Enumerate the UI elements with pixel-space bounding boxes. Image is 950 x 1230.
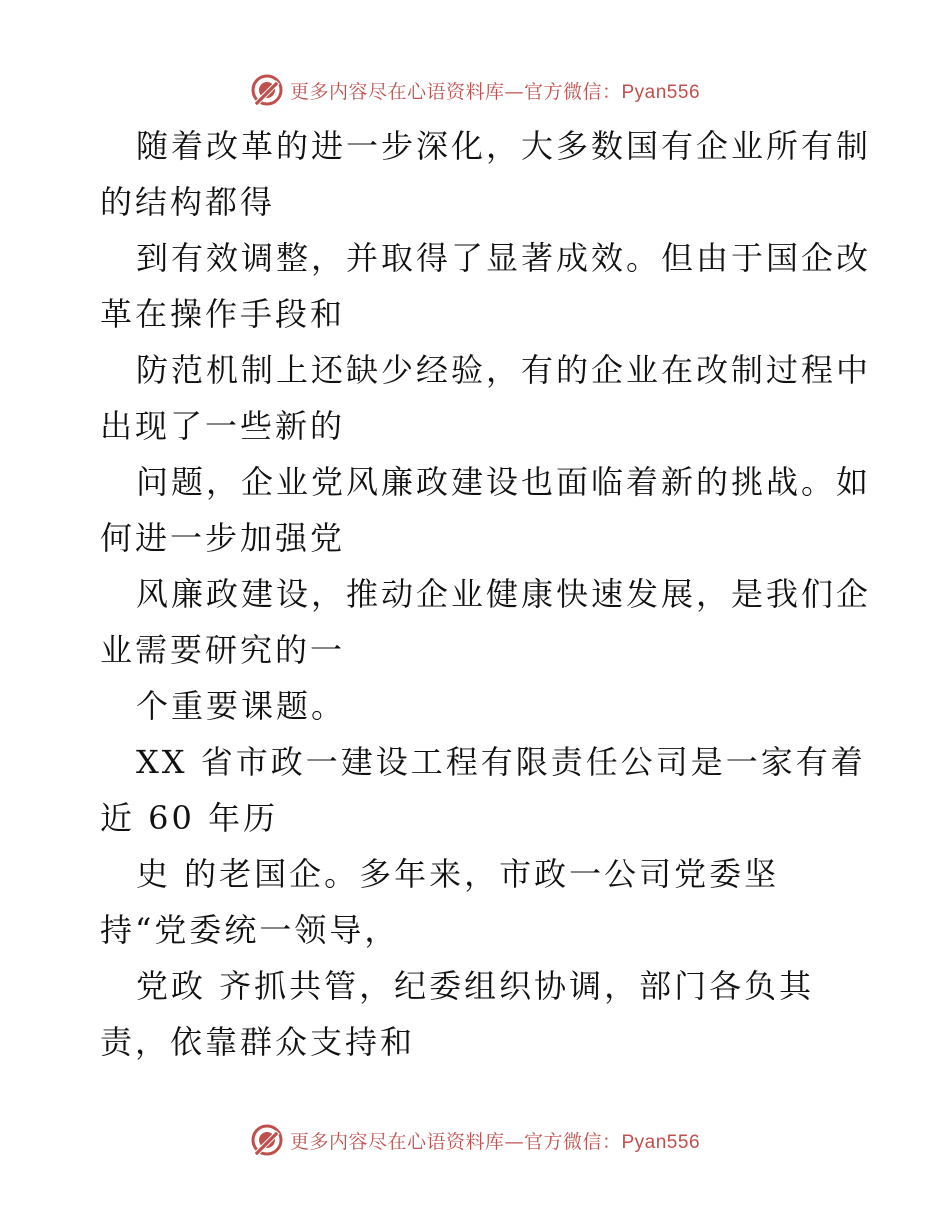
body-line: 持“党委统一领导， [100, 911, 400, 949]
body-line: 风廉政建设，推动企业健康快速发展，是我们企 [136, 575, 872, 613]
body-line: 个重要课题。 [136, 687, 347, 725]
body-line: 到有效调整，并取得了显著成效。但由于国企改 [136, 239, 872, 277]
body-line: 的结构都得 [100, 183, 276, 221]
body-line: 随着改革的进一步深化，大多数国有企业所有制 [136, 127, 872, 165]
body-line: 出现了一些新的 [100, 407, 346, 445]
body-line: 责，依靠群众支持和 [100, 1023, 416, 1061]
body-line: 近 60 年历 [100, 799, 279, 837]
body-line: 史 的老国企。多年来，市政一公司党委坚 [136, 855, 780, 893]
pen-logo-icon [250, 73, 284, 107]
footer-banner-text: 更多内容尽在心语资料库—官方微信：Pyan556 [289, 1130, 701, 1153]
footer-banner [0, 1120, 950, 1160]
body-line: 党政 齐抓共管，纪委组织协调，部门各负其 [136, 967, 815, 1005]
body-line: 业需要研究的一 [100, 631, 346, 669]
body-line: 何进一步加强党 [100, 519, 346, 557]
body-line: 问题，企业党风廉政建设也面临着新的挑战。如 [136, 463, 872, 501]
body-line: 革在操作手段和 [100, 295, 346, 333]
header-banner-text: 更多内容尽在心语资料库—官方微信：Pyan556 [289, 80, 701, 103]
pen-logo-icon [250, 1123, 284, 1157]
body-line: 防范机制上还缺少经验，有的企业在改制过程中 [136, 351, 872, 389]
header-banner [0, 70, 950, 110]
body-line: XX 省市政一建设工程有限责任公司是一家有着 [136, 743, 866, 781]
document-body [100, 118, 872, 1070]
